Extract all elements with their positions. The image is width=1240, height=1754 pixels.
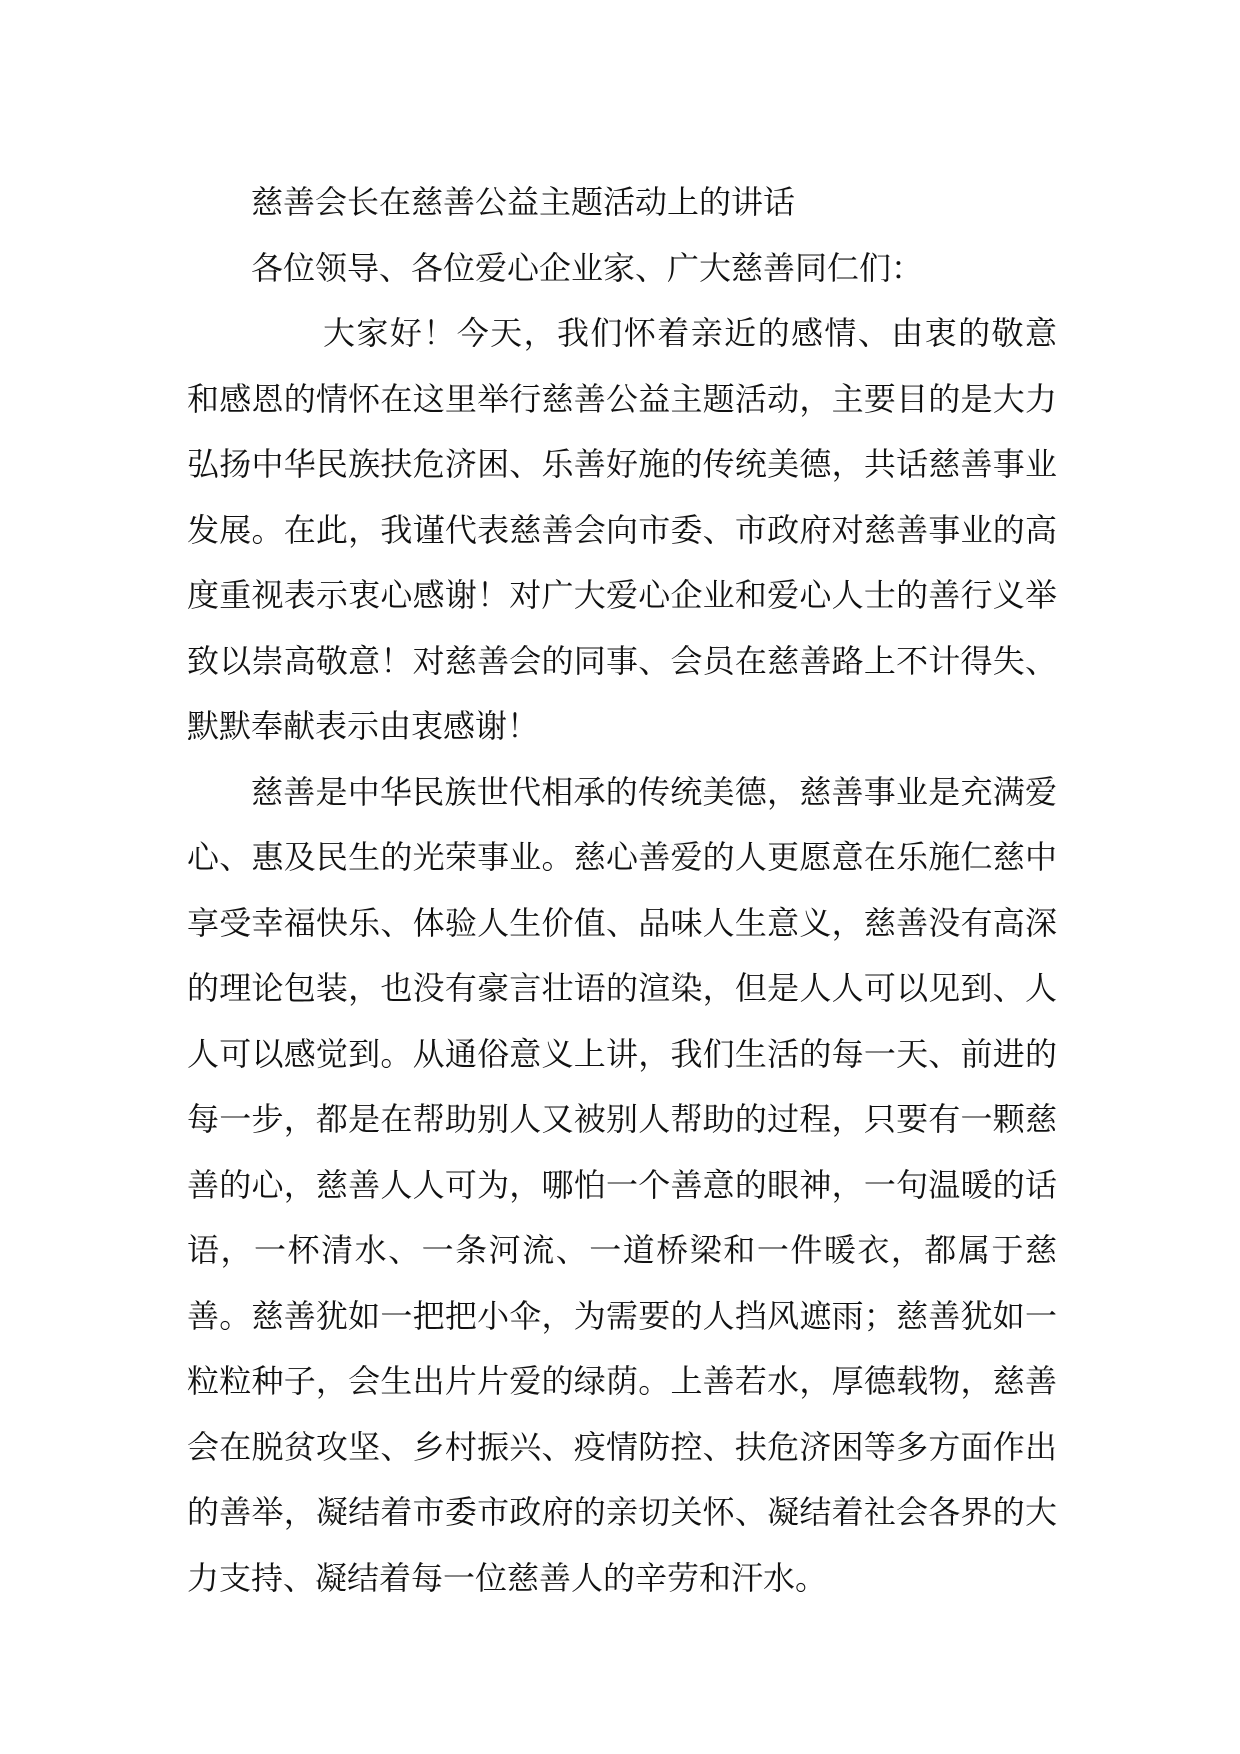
paragraph-charity: 慈善是中华民族世代相承的传统美德，慈善事业是充满爱心、惠及民生的光荣事业。慈心善爱的人更愿意在乐施仁慈中享受幸福快乐、体验人生价值、品味人生意义，慈善没有高深的理论包装，也没有豪言壮语的渲染，但是人人可以见到、人人可以感觉到。从通俗意义上讲，我们生活的每一天、前进的每一步，都是在帮助别人又被别人帮助的过程，只要有一颗慈善的心，慈善人人可为，哪怕一个善意的眼神，一句温暖的话语，一杯清水、一条河流、一道桥梁和一件暖衣，都属于慈善。慈善犹如一把把小伞，为需要的人挡风遮雨；慈善犹如一粒粒种子，会生出片片爱的绿荫。上善若水，厚德载物，慈善会在脱贫攻坚、乡村振兴、疫情防控、扶危济困等多方面作出的善举，凝结着市委市政府的亲切关怀、凝结着社会各界的大力支持、凝结着每一位慈善人的辛劳和汗水。: [187, 772, 1057, 1597]
salutation: 各位领导、各位爱心企业家、广大慈善同仁们：: [251, 248, 924, 287]
document-title: 慈善会长在慈善公益主题活动上的讲话: [251, 183, 796, 221]
document-body: [187, 170, 1057, 1611]
paragraph-greeting: 大家好！今天，我们怀着亲近的感情、由衷的敬意和感恩的情怀在这里举行慈善公益主题活动，主要目的是大力弘扬中华民族扶危济困、乐善好施的传统美德，共话慈善事业发展。在此，我谨代表慈善会向市委、市政府对慈善事业的高度重视表示衷心感谢！对广大爱心企业和爱心人士的善行义举致以崇高敬意！对慈善会的同事、会员在慈善路上不计得失、默默奉献表示由衷感谢！: [187, 314, 1057, 745]
